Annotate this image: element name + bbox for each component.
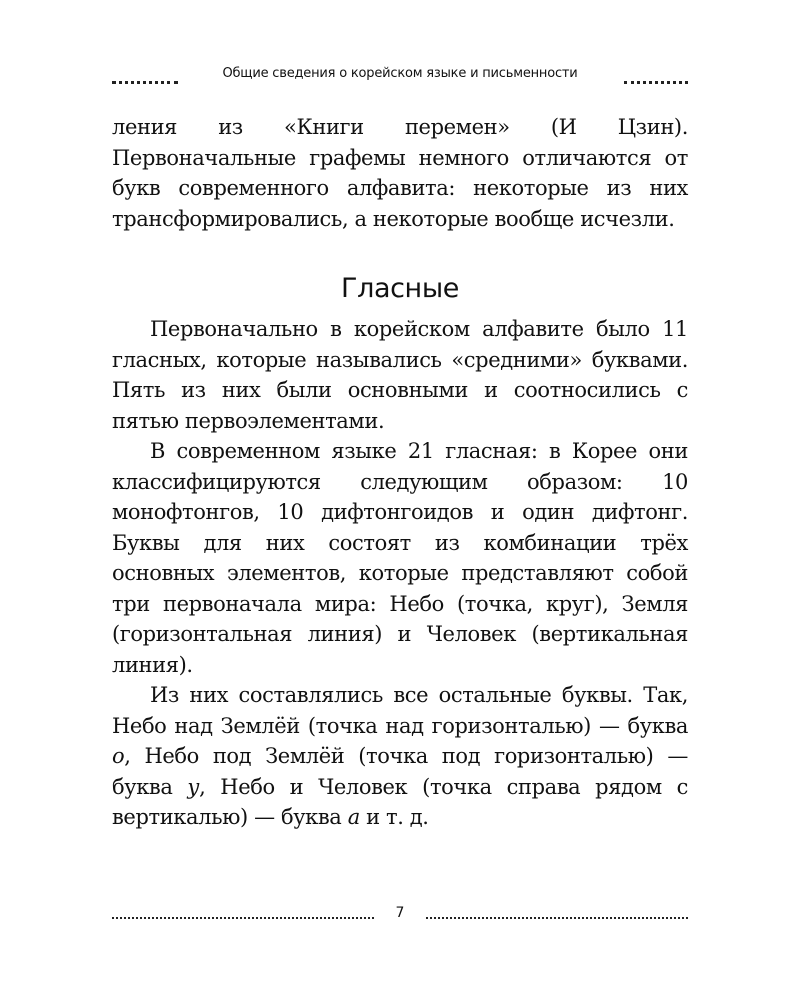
header-dotted-rule-left: [112, 81, 178, 84]
intro-paragraph: ления из «Книги перемен» (И Цзин). Первоначальные графемы немного отличаются от букв современного алфавита: некоторые из них трансформировались, а некоторые вообще исчезли.: [112, 115, 688, 231]
vowels-paragraph-2: В современном языке 21 гласная: в Корее они классифицируются следующим образом: 10 монофтонгов, 10 дифтонгоидов и один дифтонг. Буквы для них состоят из комбинации трёх основных элементов, которые представляют собой три первоначала мира: Небо (точка, круг), Земля (горизонтальная линия) и Человек (вертикальная линия).: [112, 439, 688, 677]
vowels-paragraph-1: Первоначально в корейском алфавите было 11 гласных, которые назывались «средними» буквами. Пять из них были основными и соотносились с пятью первоэлементами.: [112, 317, 688, 433]
header-dotted-rule-right: [624, 81, 688, 84]
paragraph-3-text-2: , Небо под Землёй (точка под горизонталью) — буква: [112, 744, 688, 799]
page-number: 7: [395, 905, 405, 921]
page-body: [112, 112, 688, 833]
letter-u: у: [187, 774, 200, 799]
section-heading: Гласные: [341, 273, 459, 304]
page-footer: [112, 905, 688, 931]
paragraph-3-text-1: Из них составлялись все остальные буквы. Так, Небо над Землёй (точка над горизонталью) — буква: [112, 683, 688, 738]
paragraph-3-text-4: и т. д.: [359, 805, 429, 829]
footer-dotted-rule-right: [426, 917, 688, 919]
paragraph-3-text-3: , Небо и Человек (точка справа рядом с вертикалью) — буква: [112, 774, 688, 829]
letter-o: о: [112, 744, 125, 768]
letter-a: а: [347, 805, 360, 829]
vowels-paragraph-3: [112, 680, 688, 833]
running-header: [112, 62, 688, 92]
running-header-title: Общие сведения о корейском языке и письменности: [222, 66, 578, 81]
